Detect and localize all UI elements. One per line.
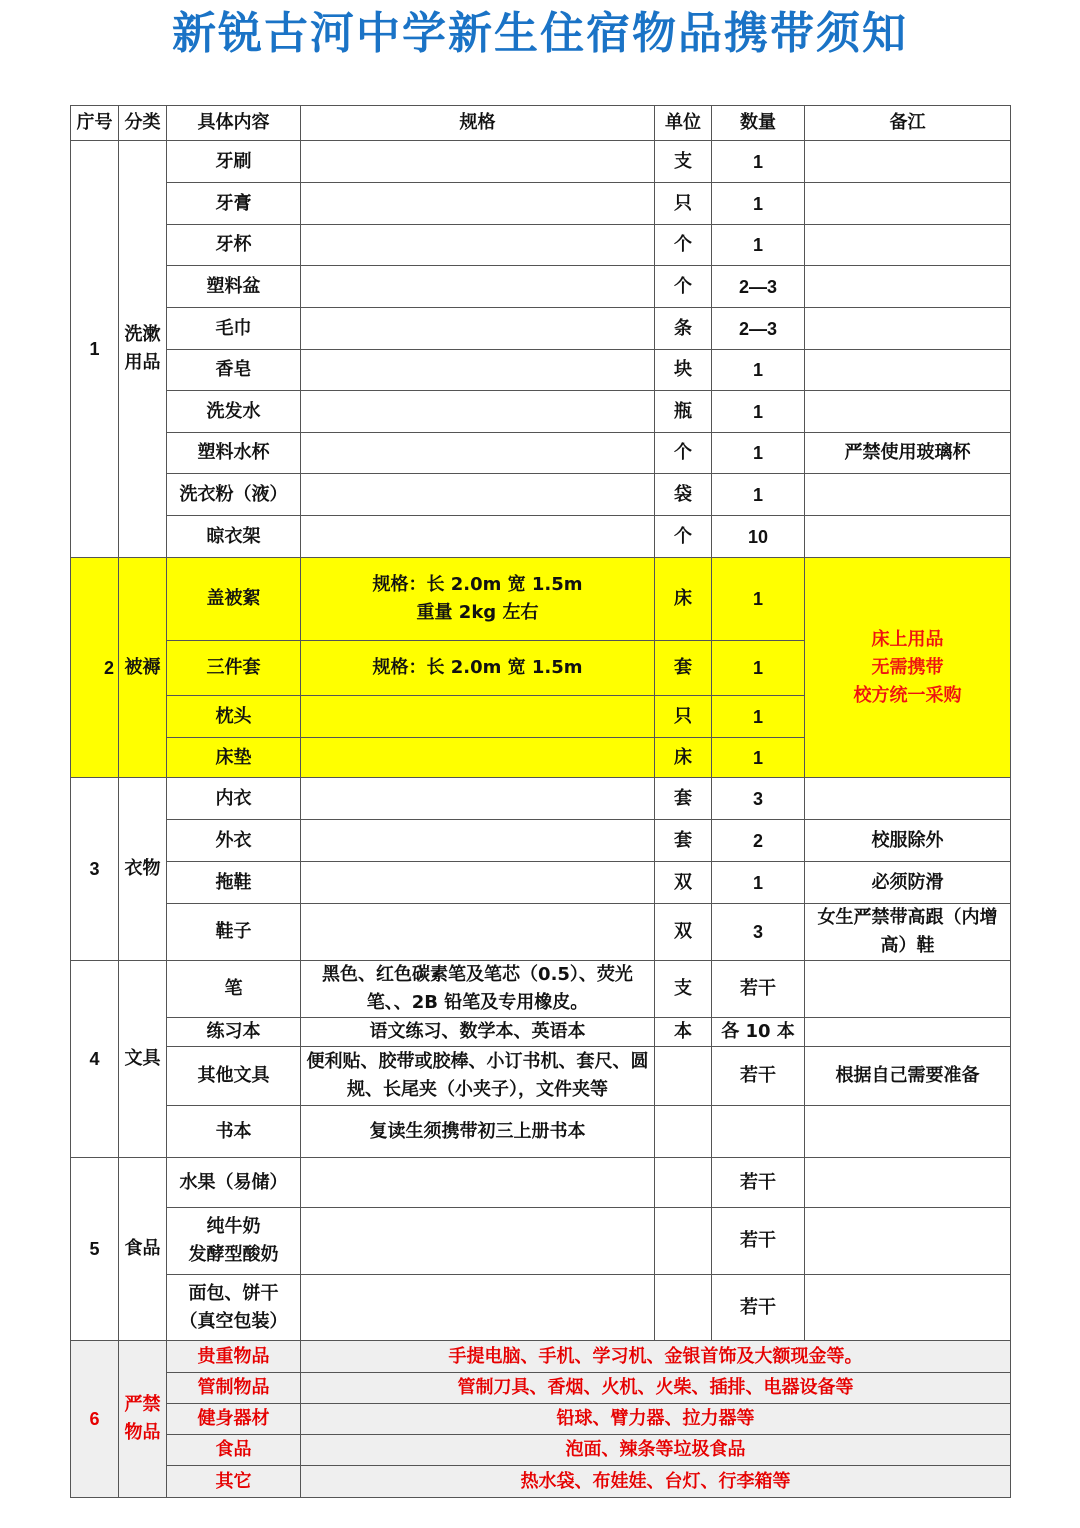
banned-item-detail: 泡面、辣条等垃圾食品 [301,1435,1011,1466]
item-remark: 必须防滑 [805,862,1011,904]
table-row [71,1275,1011,1341]
table-row [71,1018,1011,1047]
item-qty: 1 [712,433,805,474]
item-remark [805,516,1011,558]
item-spec [301,225,655,266]
item-qty: 1 [712,183,805,225]
item-name: 其他文具 [167,1047,301,1106]
table-row [71,961,1011,1018]
item-remark [805,266,1011,308]
item-remark [805,350,1011,391]
spec-line: 规格：长 2.0m 宽 1.5m [372,574,583,595]
item-name: 塑料盆 [167,266,301,308]
item-name: 枕头 [167,696,301,738]
item-spec: 语文练习、数学本、英语本 [301,1018,655,1047]
section-category: 衣物 [119,778,167,961]
section-category: 被褥 [119,558,167,778]
item-unit: 本 [655,1018,712,1047]
table-row [71,183,1011,225]
item-qty: 若干 [712,1047,805,1106]
table-row [71,266,1011,308]
item-unit: 袋 [655,474,712,516]
item-remark [805,141,1011,183]
item-remark [805,778,1011,820]
item-name-line: 纯牛奶 [206,1216,261,1237]
item-qty: 1 [712,391,805,433]
header-qty: 数量 [712,106,805,141]
bedding-notice [805,558,1011,778]
item-name: 三件套 [167,641,301,696]
table-row [71,1466,1011,1498]
item-qty [712,1106,805,1158]
item-name: 牙杯 [167,225,301,266]
header-item: 具体内容 [167,106,301,141]
item-name: 水果（易储） [167,1158,301,1208]
table-row [71,558,1011,641]
section-seq: 5 [71,1158,119,1341]
item-spec [301,558,655,641]
item-name: 书本 [167,1106,301,1158]
item-spec [301,433,655,474]
item-unit: 套 [655,820,712,862]
item-qty: 1 [712,225,805,266]
table-row [71,433,1011,474]
spec-line: 重量 2kg 左右 [416,602,539,623]
section-seq: 1 [71,141,119,558]
item-unit: 个 [655,225,712,266]
table-row [71,391,1011,433]
item-name: 练习本 [167,1018,301,1047]
item-qty: 1 [712,738,805,778]
item-name: 盖被絮 [167,558,301,641]
table-header-row [71,106,1011,141]
item-spec [301,820,655,862]
item-unit: 床 [655,558,712,641]
item-spec [301,183,655,225]
item-name [167,1275,301,1341]
table-row [71,474,1011,516]
item-qty: 1 [712,474,805,516]
banned-item-name: 食品 [167,1435,301,1466]
item-name: 外衣 [167,820,301,862]
item-remark [805,961,1011,1018]
table-row [71,350,1011,391]
item-spec [301,308,655,350]
item-spec [301,516,655,558]
notice-line: 无需携带 [871,656,944,678]
section-category: 洗漱用品 [119,141,167,558]
section-seq: 6 [71,1341,119,1498]
table-row [71,1404,1011,1435]
item-spec [301,862,655,904]
item-remark [805,308,1011,350]
item-name: 毛巾 [167,308,301,350]
item-name: 拖鞋 [167,862,301,904]
banned-item-detail: 热水袋、布娃娃、台灯、行李箱等 [301,1466,1011,1498]
item-unit [655,1208,712,1275]
item-qty: 若干 [712,1208,805,1275]
item-unit [655,1275,712,1341]
item-remark [805,474,1011,516]
item-qty: 2 [712,820,805,862]
item-spec [301,1158,655,1208]
item-unit: 只 [655,696,712,738]
item-spec [301,904,655,961]
item-name: 牙刷 [167,141,301,183]
table-row [71,1435,1011,1466]
item-qty: 若干 [712,961,805,1018]
table-row [71,1158,1011,1208]
item-qty: 各 10 本 [712,1018,805,1047]
table-row [71,308,1011,350]
item-remark [805,183,1011,225]
section-seq: 4 [71,961,119,1158]
header-seq: 庁号 [71,106,119,141]
section-seq: 2 [71,558,119,778]
item-unit: 瓶 [655,391,712,433]
item-remark [805,225,1011,266]
item-unit: 床 [655,738,712,778]
item-name: 鞋子 [167,904,301,961]
item-remark [805,1106,1011,1158]
section-seq: 3 [71,778,119,961]
item-remark: 根据自己需要准备 [805,1047,1011,1106]
item-name: 香皂 [167,350,301,391]
item-unit [655,1106,712,1158]
banned-item-detail: 铅球、臂力器、拉力器等 [301,1404,1011,1435]
item-unit: 条 [655,308,712,350]
item-qty: 1 [712,641,805,696]
header-unit: 单位 [655,106,712,141]
page-title: 新锐古河中学新生住宿物品携带须知 [172,8,908,59]
item-unit: 支 [655,961,712,1018]
item-qty: 1 [712,350,805,391]
header-spec: 规格 [301,106,655,141]
item-qty: 2—3 [712,266,805,308]
table-row [71,1106,1011,1158]
table-row [71,820,1011,862]
item-name: 内衣 [167,778,301,820]
item-spec [301,696,655,738]
table-row [71,141,1011,183]
item-spec [301,1208,655,1275]
item-remark: 校服除外 [805,820,1011,862]
banned-item-detail: 手提电脑、手机、学习机、金银首饰及大额现金等。 [301,1341,1011,1373]
item-spec: 黑色、红色碳素笔及笔芯（0.5）、荧光笔、、2B 铅笔及专用橡皮。 [301,961,655,1018]
item-spec [301,1275,655,1341]
item-remark: 严禁使用玻璃杯 [805,433,1011,474]
item-name: 晾衣架 [167,516,301,558]
item-remark [805,391,1011,433]
banned-item-name: 贵重物品 [167,1341,301,1373]
item-unit: 个 [655,516,712,558]
table-row [71,1341,1011,1373]
item-name-line: 面包、饼干 [188,1282,279,1304]
item-name: 床垫 [167,738,301,778]
item-name: 洗发水 [167,391,301,433]
table-row [71,1373,1011,1404]
item-spec [301,391,655,433]
item-spec [301,350,655,391]
table-row [71,516,1011,558]
item-qty: 3 [712,778,805,820]
item-qty: 1 [712,696,805,738]
table-row [71,225,1011,266]
item-remark [805,1275,1011,1341]
item-remark [805,1018,1011,1047]
item-spec [301,474,655,516]
item-name: 笔 [167,961,301,1018]
item-spec [301,266,655,308]
banned-item-name: 健身器材 [167,1404,301,1435]
item-spec: 规格：长 2.0m 宽 1.5m [301,641,655,696]
item-qty: 若干 [712,1275,805,1341]
item-qty: 3 [712,904,805,961]
section-category: 严禁物品 [119,1341,167,1498]
banned-item-name: 其它 [167,1466,301,1498]
section-category: 文具 [119,961,167,1158]
item-spec [301,141,655,183]
item-unit: 只 [655,183,712,225]
item-unit: 双 [655,862,712,904]
table-row [71,904,1011,961]
item-remark [805,1208,1011,1275]
item-spec: 复读生须携带初三上册书本 [301,1106,655,1158]
notice-line: 校方统一采购 [853,684,962,706]
item-unit: 个 [655,433,712,474]
item-name: 洗衣粉（液） [167,474,301,516]
item-unit [655,1158,712,1208]
item-name-line: 发酵型酸奶 [188,1244,279,1265]
notice-line: 床上用品 [871,628,944,650]
table-row [71,1047,1011,1106]
item-spec [301,738,655,778]
item-unit [655,1047,712,1106]
item-name-line: （真空包装） [179,1310,288,1332]
item-name: 牙膏 [167,183,301,225]
item-unit: 个 [655,266,712,308]
header-remark: 备江 [805,106,1011,141]
packing-list-table [70,105,1011,1498]
item-unit: 块 [655,350,712,391]
item-remark: 女生严禁带高跟（内增高）鞋 [805,904,1011,961]
banned-item-name: 管制物品 [167,1373,301,1404]
item-remark [805,1158,1011,1208]
item-name: 塑料水杯 [167,433,301,474]
table-row [71,862,1011,904]
item-qty: 10 [712,516,805,558]
table-row [71,1208,1011,1275]
item-qty: 1 [712,141,805,183]
item-qty: 1 [712,558,805,641]
section-category: 食品 [119,1158,167,1341]
banned-item-detail: 管制刀具、香烟、火机、火柴、插排、电器设备等 [301,1373,1011,1404]
item-unit: 双 [655,904,712,961]
item-qty: 若干 [712,1158,805,1208]
item-unit: 套 [655,641,712,696]
item-name [167,1208,301,1275]
item-unit: 支 [655,141,712,183]
item-qty: 1 [712,862,805,904]
item-unit: 套 [655,778,712,820]
item-spec [301,778,655,820]
header-category: 分类 [119,106,167,141]
item-qty: 2—3 [712,308,805,350]
item-spec: 便利贴、胶带或胶棒、小订书机、套尺、圆规、长尾夹（小夹子），文件夹等 [301,1047,655,1106]
table-row [71,778,1011,820]
